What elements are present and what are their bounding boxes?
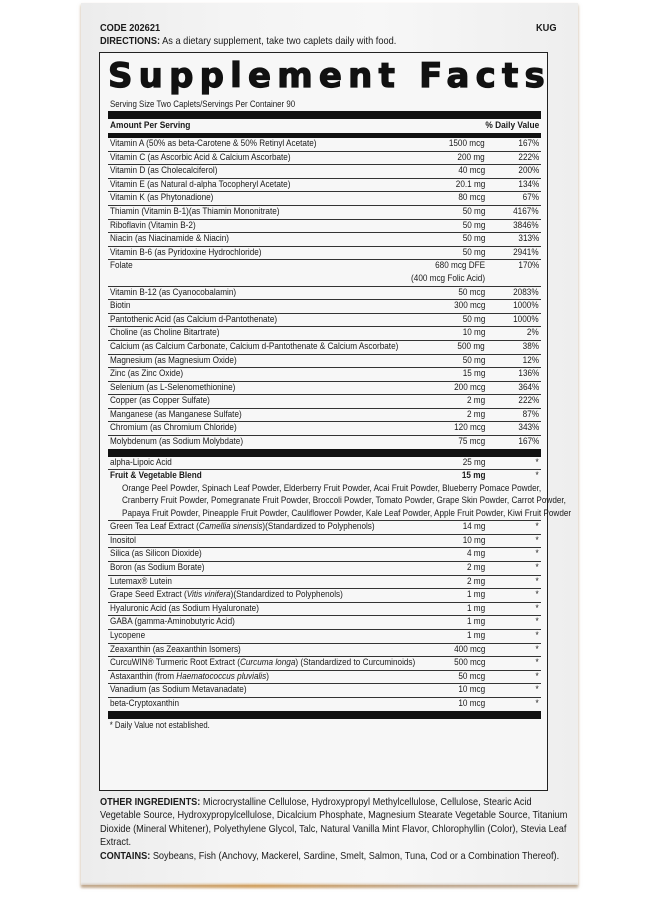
- nutrient-amount: 50 mg: [462, 205, 485, 217]
- nutrient-row: [108, 179, 541, 193]
- nutrient-dv: *: [535, 575, 539, 587]
- nutrient-row: alpha-Lipoic Acid 25 mg *: [108, 457, 541, 471]
- nutrient-row: [108, 436, 541, 449]
- nutrient-name: Vitamin C (as Ascorbic Acid & Calcium Ascorbate): [110, 151, 291, 163]
- divider-bar: [108, 449, 541, 457]
- nutrient-dv: 200%: [518, 165, 539, 177]
- nutrient-row: [108, 368, 541, 382]
- nutrient-row: [108, 327, 541, 341]
- nutrient-name: Vitamin B-12 (as Cyanocobalamin): [110, 286, 237, 298]
- nutrient-name: Vitamin B-6 (as Pyridoxine Hydrochloride): [110, 246, 262, 258]
- nutrient-dv: *: [535, 616, 539, 628]
- nutrient-dv: 364%: [518, 381, 539, 393]
- nutrient-amount: 80 mcg: [458, 192, 485, 204]
- nutrient-dv: 167%: [518, 138, 539, 149]
- nutrient-amount: 2 mg: [466, 562, 485, 574]
- nutrient-name: Vanadium (as Sodium Metavanadate): [110, 684, 247, 696]
- nutrient-name: Manganese (as Manganese Sulfate): [110, 408, 242, 420]
- nutrient-dv: 2083%: [513, 286, 539, 298]
- nutrient-amount: 2 mg: [466, 575, 485, 587]
- nutrient-dv: *: [535, 643, 539, 655]
- nutrient-row: [108, 341, 541, 355]
- nutrient-row: Astaxanthin (from Haematococcus pluvialis) 50 mcg *: [108, 671, 541, 685]
- nutrient-amount: 400 mcg: [453, 643, 485, 655]
- nutrient-name: Vitamin E (as Natural d-alpha Tocopheryl Acetate): [110, 178, 291, 190]
- footnote: * Daily Value not established.: [109, 719, 210, 730]
- nutrient-name: Selenium (as L-Selenomethionine): [110, 381, 236, 393]
- nutrient-amount: 200 mcg: [453, 381, 485, 393]
- nutrient-dv: 87%: [522, 408, 539, 420]
- blend-amount: 15 mg: [461, 470, 485, 482]
- nutrient-name: Calcium (as Calcium Carbonate, Calcium d-Pantothenate & Calcium Ascorbate): [110, 340, 399, 352]
- nutrient-amount: 50 mg: [462, 219, 485, 231]
- nutrient-dv: 38%: [522, 340, 539, 352]
- nutrient-row: [108, 233, 541, 247]
- nutrient-amount: 75 mcg: [458, 436, 485, 448]
- nutrient-name: Niacin (as Niacinamide & Niacin): [110, 233, 229, 245]
- nutrient-row: [108, 698, 541, 711]
- nutrient-amount: 500 mg: [457, 340, 485, 352]
- nutrient-name: Folate: [110, 260, 133, 272]
- nutrient-dv: 222%: [518, 395, 539, 407]
- nutrient-row: [108, 355, 541, 369]
- nutrient-amount: 2 mg: [466, 408, 485, 420]
- nutrient-amount: 10 mg: [462, 534, 485, 546]
- nutrient-dv: 12%: [522, 354, 539, 366]
- nutrient-row: [108, 138, 541, 152]
- supplement-facts-box: [99, 52, 572, 791]
- column-header: [110, 120, 541, 133]
- nutrient-amount: 1 mg: [466, 602, 485, 614]
- nutrient-dv: *: [535, 534, 539, 546]
- nutrient-row: [108, 576, 541, 590]
- divider-bar: [108, 711, 541, 719]
- nutrient-dv: 343%: [518, 422, 539, 434]
- nutrient-amount: 15 mg: [462, 368, 485, 380]
- nutrient-name: Molybdenum (as Sodium Molybdate): [110, 436, 244, 448]
- blend-name: Fruit & Vegetable Blend: [110, 470, 202, 482]
- nutrient-row: Grape Seed Extract (Vitis vinifera)(Standardized to Polyphenols) 1 mg *: [108, 589, 541, 603]
- facts-title: Supplement Facts: [108, 56, 551, 96]
- nutrient-row: [108, 287, 541, 301]
- nutrient-amount: 10 mcg: [458, 684, 485, 696]
- nutrient-amount: 200 mg: [457, 151, 485, 163]
- nutrient-dv: 1000%: [513, 313, 539, 325]
- nutrient-dv: 3846%: [513, 219, 539, 231]
- nutrient-row: [108, 548, 541, 562]
- nutrient-name: Copper (as Copper Sulfate): [110, 395, 210, 407]
- nutrient-row: CurcuWIN® Turmeric Root Extract (Curcuma longa) (Standardized to Curcuminoids) 500 mcg *: [108, 657, 541, 671]
- nutrient-amount: 4 mg: [466, 548, 485, 560]
- serving-size: Serving Size Two Caplets/Servings Per Container 90: [110, 99, 296, 109]
- nutrient-amount: 50 mg: [462, 246, 485, 258]
- kug-code: KUG: [536, 22, 557, 34]
- nutrient-row: [108, 644, 541, 658]
- nutrient-amount: 120 mcg: [453, 422, 485, 434]
- nutrient-name: Pantothenic Acid (as Calcium d-Pantothenate): [110, 313, 278, 325]
- nutrient-name: Choline (as Choline Bitartrate): [110, 327, 220, 339]
- amount-per-serving-header: Amount Per Serving: [110, 120, 191, 131]
- nutrient-amount: 10 mcg: [458, 697, 485, 709]
- nutrient-amount: 20.1 mg: [455, 178, 485, 190]
- blend-ingredients: Orange Peel Powder, Spinach Leaf Powder, Elderberry Fruit Powder, Acai Fruit Powder, Blueberry Pomace Powder, Cranberry Fruit Powder, Pomegranate Fruit Powder, Broccoli Powder, Tomato Powder, Grape Skin Powder, Carrot Powder, Papaya Fruit Powder, Pineapple Fruit Powder, Cauliflower Powder, Kale Leaf Powder, Apple Fruit Powder, Kiwi Fruit Powder: [122, 482, 572, 519]
- nutrient-row: [108, 395, 541, 409]
- nutrient-amount: 1500 mcg: [449, 138, 485, 149]
- nutrient-name: Lutemax® Lutein: [110, 575, 172, 587]
- nutrient-row: [108, 684, 541, 698]
- nutrient-dv: 222%: [518, 151, 539, 163]
- nutrient-amount: 50 mg: [462, 233, 485, 245]
- other-ingredients-section: [100, 796, 568, 864]
- nutrient-amount: 40 mcg: [458, 165, 485, 177]
- nutrient-name: Biotin: [110, 300, 131, 312]
- nutrient-row: [108, 192, 541, 206]
- nutrient-name: Zinc (as Zinc Oxide): [110, 368, 184, 380]
- nutrient-amount: 10 mg: [462, 327, 485, 339]
- nutrient-row: [108, 535, 541, 549]
- nutrient-dv: *: [535, 684, 539, 696]
- nutrient-dv: *: [535, 548, 539, 560]
- blend-dv: *: [535, 470, 539, 482]
- product-code: CODE 202621: [100, 22, 161, 34]
- panel-shadow: [81, 884, 578, 888]
- daily-value-header: % Daily Value: [485, 120, 539, 131]
- nutrient-row: [108, 422, 541, 436]
- nutrient-row: [108, 616, 541, 630]
- nutrient-table: [108, 138, 572, 731]
- nutrient-dv: 136%: [518, 368, 539, 380]
- nutrient-row: [108, 247, 541, 261]
- nutrient-amount: 1 mg: [466, 630, 485, 641]
- nutrient-name: GABA (gamma-Aminobutyric Acid): [110, 616, 235, 628]
- nutrient-dv: 67%: [522, 192, 539, 204]
- nutrient-dv: 1000%: [513, 300, 539, 312]
- nutrient-dv: 134%: [518, 178, 539, 190]
- nutrient-row: Green Tea Leaf Extract (Camellia sinensis)(Standardized to Polyphenols) 14 mg *: [108, 521, 541, 535]
- nutrient-amount: 50 mg: [462, 313, 485, 325]
- nutrient-name: Magnesium (as Magnesium Oxide): [110, 354, 237, 366]
- nutrient-amount: 50 mg: [462, 354, 485, 366]
- nutrient-row: [108, 206, 541, 220]
- nutrient-dv: *: [535, 562, 539, 574]
- nutrient-row-blend: [108, 470, 572, 521]
- nutrient-amount: 1 mg: [466, 616, 485, 628]
- nutrient-row: [108, 603, 541, 617]
- nutrient-dv: 2941%: [513, 246, 539, 258]
- directions-text: As a dietary supplement, take two caplets daily with food.: [162, 35, 397, 47]
- nutrient-dv: *: [535, 697, 539, 709]
- nutrient-name: Thiamin (Vitamin B-1)(as Thiamin Mononitrate): [110, 205, 280, 217]
- nutrient-name: Riboflavin (Vitamin B-2): [110, 219, 196, 231]
- nutrient-name: Hyaluronic Acid (as Sodium Hyaluronate): [110, 602, 259, 614]
- nutrient-dv: 313%: [518, 233, 539, 245]
- nutrient-dv: 2%: [527, 327, 539, 339]
- nutrient-row: [108, 630, 541, 644]
- nutrient-row: [108, 152, 541, 166]
- nutrient-amount: 50 mcg: [458, 286, 485, 298]
- nutrient-name: Lycopene: [110, 630, 146, 641]
- nutrient-row: [108, 165, 541, 179]
- nutrient-dv: 167%: [518, 436, 539, 448]
- nutrient-dv: 170%: [518, 260, 539, 272]
- allergen-contains: CONTAINS: Soybeans, Fish (Anchovy, Mackerel, Sardine, Smelt, Salmon, Tuna, Cod or a Combination Thereof).: [100, 851, 560, 863]
- nutrient-name: beta-Cryptoxanthin: [110, 697, 180, 709]
- nutrient-dv: *: [535, 602, 539, 614]
- nutrient-amount: 300 mcg: [453, 300, 485, 312]
- nutrient-row: [108, 220, 541, 234]
- directions: [100, 35, 503, 48]
- nutrient-name: Chromium (as Chromium Chloride): [110, 422, 237, 434]
- nutrient-row: [108, 314, 541, 328]
- divider-bar: [108, 111, 541, 119]
- nutrient-name: Vitamin D (as Cholecalciferol): [110, 165, 218, 177]
- nutrient-row: [108, 409, 541, 423]
- nutrient-row-folate: [108, 260, 541, 286]
- nutrient-name: Silica (as Silicon Dioxide): [110, 548, 202, 560]
- nutrient-row: [108, 382, 541, 396]
- nutrient-dv: 4167%: [513, 205, 539, 217]
- nutrient-amount: 680 mcg DFE (400 mcg Folic Acid): [410, 260, 485, 284]
- nutrient-dv: *: [535, 630, 539, 641]
- nutrient-name: Vitamin K (as Phytonadione): [110, 192, 214, 204]
- nutrient-row: [108, 562, 541, 576]
- directions-label: DIRECTIONS:: [100, 35, 161, 47]
- other-ingredients: OTHER INGREDIENTS: Microcrystalline Cellulose, Hydroxypropyl Methylcellulose, Cellulose, Stearic Acid Vegetable Source, Hydroxypropylcellulose, Dicalcium Phosphate, Magnesium Stearate Vegetable Source, Titanium Dioxide (Mineral Whitener), Polyethylene Glycol, Talc, Natural Vanilla Mint Flavor, Chlorophyllin (Color), Stevia Leaf Extract.: [100, 797, 568, 848]
- nutrient-amount: 2 mg: [466, 395, 485, 407]
- nutrient-name: Boron (as Sodium Borate): [110, 562, 205, 574]
- nutrient-name: Inositol: [110, 534, 136, 546]
- nutrient-name: Zeaxanthin (as Zeaxanthin Isomers): [110, 643, 241, 655]
- nutrient-row: [108, 300, 541, 314]
- nutrient-name: Vitamin A (50% as beta-Carotene & 50% Retinyl Acetate): [110, 138, 317, 149]
